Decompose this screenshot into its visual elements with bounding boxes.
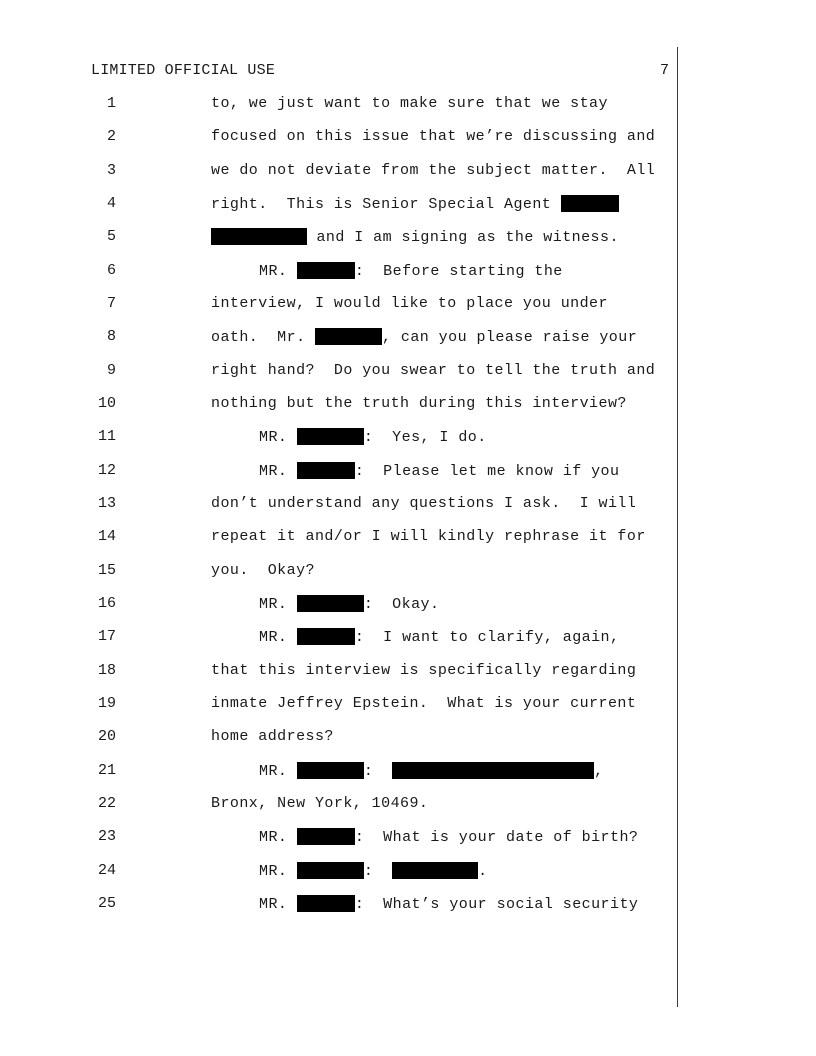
line-number: 23 — [97, 828, 116, 845]
line-number: 9 — [106, 362, 116, 379]
line-number: 8 — [106, 328, 116, 345]
transcript-line — [0, 828, 816, 852]
redaction-box — [297, 595, 364, 612]
line-number: 1 — [106, 95, 116, 112]
speaker-label: MR. — [259, 429, 297, 446]
redaction-box — [297, 762, 364, 779]
transcript-line — [0, 628, 816, 652]
line-number: 18 — [97, 662, 116, 679]
transcript-line — [0, 562, 816, 586]
line-text: don’t understand any questions I ask. I will — [211, 495, 637, 512]
transcript-line — [0, 262, 816, 286]
line-number: 2 — [106, 128, 116, 145]
line-text — [211, 328, 637, 346]
line-text-segment: : What’s your social security — [354, 896, 639, 913]
redaction-box — [561, 195, 619, 212]
line-number: 24 — [97, 862, 116, 879]
transcript-line — [0, 228, 816, 252]
line-text-segment: : Yes, I do. — [363, 429, 487, 446]
transcript-line — [0, 328, 816, 352]
transcript-line — [0, 762, 816, 786]
transcript-line — [0, 395, 816, 419]
line-text-segment: and I am signing as the witness. — [307, 229, 619, 246]
redaction-box — [297, 262, 355, 279]
line-number: 10 — [97, 395, 116, 412]
line-number: 22 — [97, 795, 116, 812]
transcript-line — [0, 95, 816, 119]
line-text-segment: : I want to clarify, again, — [354, 629, 620, 646]
line-text-segment: : What is your date of birth? — [354, 829, 639, 846]
line-number: 7 — [106, 295, 116, 312]
line-text — [259, 862, 488, 880]
line-number: 20 — [97, 728, 116, 745]
transcript-line — [0, 428, 816, 452]
line-text-segment: right. This is Senior Special Agent — [211, 196, 561, 213]
line-number: 21 — [97, 762, 116, 779]
line-number: 11 — [97, 428, 116, 445]
line-text: to, we just want to make sure that we stay — [211, 95, 608, 112]
line-number: 16 — [97, 595, 116, 612]
line-text-segment: : Please let me know if you — [354, 463, 620, 480]
line-number: 19 — [97, 695, 116, 712]
line-text-segment: , can you please raise your — [381, 329, 638, 346]
redaction-box — [297, 462, 355, 479]
line-text — [259, 262, 563, 280]
line-text: nothing but the truth during this interview? — [211, 395, 627, 412]
line-text: inmate Jeffrey Epstein. What is your current — [211, 695, 637, 712]
line-text — [211, 195, 619, 213]
transcript-line — [0, 795, 816, 819]
line-text-segment: : Okay. — [363, 596, 440, 613]
line-text: focused on this issue that we’re discussing and — [211, 128, 656, 145]
transcript-line — [0, 662, 816, 686]
transcript-line — [0, 695, 816, 719]
redaction-box — [297, 828, 355, 845]
line-number: 14 — [97, 528, 116, 545]
redaction-box — [315, 328, 382, 345]
line-text — [259, 462, 619, 480]
transcript-line — [0, 595, 816, 619]
redaction-box — [297, 428, 364, 445]
line-text-segment: : Before starting the — [354, 263, 563, 280]
speaker-label: MR. — [259, 596, 297, 613]
line-text — [259, 595, 439, 613]
line-text — [259, 628, 619, 646]
transcript-line — [0, 528, 816, 552]
speaker-label: MR. — [259, 763, 297, 780]
transcript-line — [0, 895, 816, 919]
line-text: right hand? Do you swear to tell the truth and — [211, 362, 656, 379]
line-text-segment: . — [478, 863, 488, 880]
transcript-line — [0, 462, 816, 486]
line-text: that this interview is specifically regarding — [211, 662, 637, 679]
speaker-label: MR. — [259, 463, 297, 480]
speaker-label: MR. — [259, 896, 297, 913]
line-text — [211, 228, 619, 246]
line-text — [259, 762, 604, 780]
redaction-box — [297, 862, 364, 879]
line-text-segment: oath. Mr. — [211, 329, 315, 346]
speaker-label: MR. — [259, 863, 297, 880]
page-number: 7 — [659, 62, 669, 79]
speaker-label: MR. — [259, 629, 297, 646]
transcript-line — [0, 495, 816, 519]
line-number: 15 — [97, 562, 116, 579]
line-text-segment: : — [363, 763, 393, 780]
transcript-line — [0, 195, 816, 219]
line-text: you. Okay? — [211, 562, 315, 579]
transcript-line — [0, 295, 816, 319]
speaker-label: MR. — [259, 829, 297, 846]
speaker-label: MR. — [259, 263, 297, 280]
line-number: 6 — [106, 262, 116, 279]
line-text-segment: : — [363, 863, 393, 880]
line-text-segment: , — [594, 763, 604, 780]
line-text: repeat it and/or I will kindly rephrase it for — [211, 528, 646, 545]
line-number: 4 — [106, 195, 116, 212]
line-text: interview, I would like to place you under — [211, 295, 608, 312]
line-text — [259, 828, 638, 846]
line-number: 12 — [97, 462, 116, 479]
line-number: 17 — [97, 628, 116, 645]
transcript-line — [0, 128, 816, 152]
redaction-box — [297, 895, 355, 912]
redaction-box — [211, 228, 307, 245]
transcript-line — [0, 862, 816, 886]
transcript-line — [0, 162, 816, 186]
line-number: 3 — [106, 162, 116, 179]
classification-header: LIMITED OFFICIAL USE — [91, 62, 276, 79]
line-text: Bronx, New York, 10469. — [211, 795, 429, 812]
line-text: home address? — [211, 728, 334, 745]
line-text — [259, 895, 638, 913]
transcript-line — [0, 362, 816, 386]
redaction-box — [392, 862, 478, 879]
redaction-box — [297, 628, 355, 645]
line-text — [259, 428, 487, 446]
line-number: 13 — [97, 495, 116, 512]
transcript-line — [0, 728, 816, 752]
line-number: 5 — [106, 228, 116, 245]
line-text: we do not deviate from the subject matter. All — [211, 162, 656, 179]
redaction-box — [392, 762, 594, 779]
line-number: 25 — [97, 895, 116, 912]
